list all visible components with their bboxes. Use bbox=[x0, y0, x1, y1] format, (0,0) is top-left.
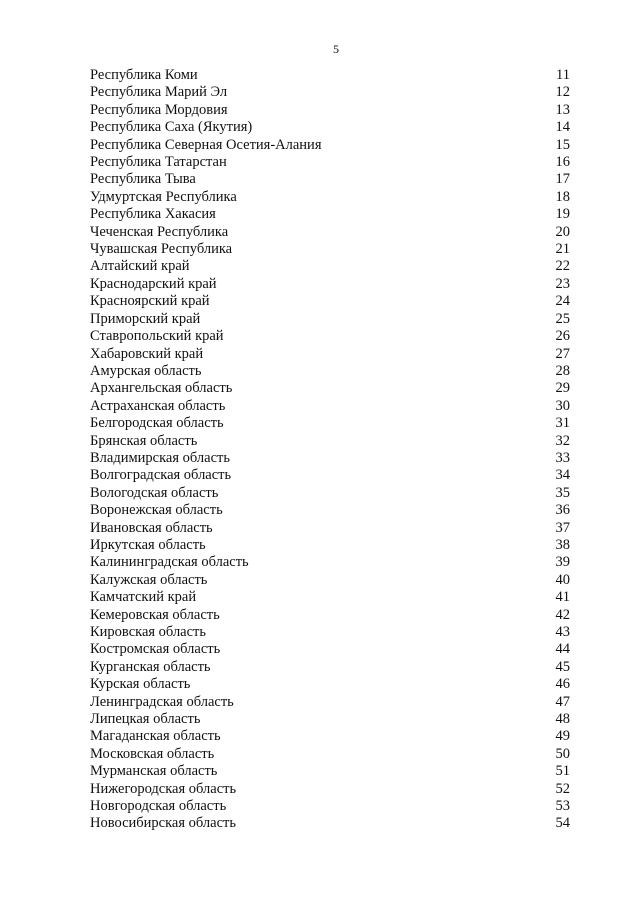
toc-entry-page: 54 bbox=[555, 815, 570, 832]
toc-entry bbox=[90, 328, 570, 345]
toc-entry bbox=[90, 380, 570, 397]
toc-entry-page: 24 bbox=[555, 293, 570, 310]
toc-entry-page: 11 bbox=[556, 67, 570, 83]
toc-entry bbox=[90, 589, 570, 606]
toc-entry bbox=[90, 276, 570, 293]
toc-entry bbox=[90, 224, 570, 241]
toc-entry bbox=[90, 763, 570, 780]
toc-entry-title: Чеченская Республика bbox=[90, 223, 229, 240]
toc-entry-title: Владимирская область bbox=[90, 449, 230, 466]
toc-entry bbox=[90, 676, 570, 693]
toc-entry-title: Республика Тыва bbox=[90, 171, 196, 188]
toc-entry bbox=[90, 746, 570, 763]
toc-entry bbox=[90, 554, 570, 571]
toc-entry-page: 33 bbox=[555, 449, 570, 466]
toc-entry-page: 30 bbox=[555, 397, 570, 414]
toc-entry bbox=[90, 241, 570, 258]
toc-entry-title: Липецкая область bbox=[90, 711, 201, 728]
toc-entry-title: Республика Марий Эл bbox=[90, 84, 228, 101]
toc-entry bbox=[90, 258, 570, 275]
toc-entry bbox=[90, 102, 570, 119]
toc-entry-page: 28 bbox=[555, 362, 570, 379]
toc-entry-page: 13 bbox=[555, 101, 570, 118]
toc-entry bbox=[90, 171, 570, 188]
toc-entry-page: 32 bbox=[555, 432, 570, 449]
toc-entry-title: Приморский край bbox=[90, 310, 201, 327]
toc-entry bbox=[90, 84, 570, 101]
toc-entry-page: 43 bbox=[555, 624, 570, 640]
toc-entry-title: Курганская область bbox=[90, 658, 211, 675]
toc-entry-title: Амурская область bbox=[90, 362, 202, 379]
toc-entry-title: Вологодская область bbox=[90, 484, 219, 501]
toc-entry-title: Хабаровский край bbox=[90, 345, 204, 362]
toc-entry-page: 34 bbox=[555, 467, 570, 484]
toc-entry-title: Астраханская область bbox=[90, 397, 226, 414]
toc-entry-page: 31 bbox=[555, 415, 570, 432]
toc-entry-title: Воронежская область bbox=[90, 502, 223, 519]
toc-entry-title: Республика Мордовия bbox=[90, 101, 228, 118]
toc-entry bbox=[90, 659, 570, 676]
toc-entry-page: 26 bbox=[555, 328, 570, 345]
toc-entry bbox=[90, 572, 570, 589]
toc-entry-title: Калининградская область bbox=[90, 554, 249, 571]
toc-entry-page: 15 bbox=[555, 136, 570, 153]
toc-entry bbox=[90, 502, 570, 519]
toc-entry-title: Кировская область bbox=[90, 624, 207, 640]
toc-entry-page: 17 bbox=[555, 171, 570, 188]
toc-entry-page: 45 bbox=[555, 658, 570, 675]
toc-entry-title: Новосибирская область bbox=[90, 815, 236, 832]
toc-entry-title: Московская область bbox=[90, 745, 215, 762]
toc-entry-page: 12 bbox=[555, 84, 570, 101]
toc-entry bbox=[90, 311, 570, 328]
toc-entry bbox=[90, 293, 570, 310]
toc-entry-page: 44 bbox=[555, 641, 570, 658]
toc-entry-page: 29 bbox=[555, 380, 570, 397]
toc-entry bbox=[90, 346, 570, 363]
toc-entry bbox=[90, 815, 570, 832]
toc-entry bbox=[90, 641, 570, 658]
toc-entry-page: 14 bbox=[555, 119, 570, 136]
toc-entry-page: 48 bbox=[555, 711, 570, 728]
toc-entry-page: 52 bbox=[555, 780, 570, 797]
toc-entry bbox=[90, 450, 570, 467]
toc-entry-title: Республика Татарстан bbox=[90, 154, 227, 171]
toc-entry-title: Брянская область bbox=[90, 432, 198, 449]
toc-entry-title: Архангельская область bbox=[90, 380, 233, 397]
toc-entry-page: 22 bbox=[555, 258, 570, 275]
toc-entry bbox=[90, 798, 570, 815]
toc-entry bbox=[90, 537, 570, 554]
toc-entry bbox=[90, 415, 570, 432]
toc-entry-page: 37 bbox=[555, 519, 570, 536]
toc-entry bbox=[90, 711, 570, 728]
toc-entry-title: Ленинградская область bbox=[90, 693, 234, 710]
toc-entry-page: 42 bbox=[555, 606, 570, 623]
toc-entry bbox=[90, 694, 570, 711]
toc-entry-page: 40 bbox=[555, 571, 570, 588]
toc-entry-title: Удмуртская Республика bbox=[90, 188, 237, 205]
toc-entry bbox=[90, 137, 570, 154]
toc-entry-page: 46 bbox=[555, 676, 570, 693]
toc-entry-title: Республика Северная Осетия-Алания bbox=[90, 136, 322, 153]
toc-entry-page: 27 bbox=[555, 345, 570, 362]
toc-entry bbox=[90, 67, 570, 84]
toc-entry bbox=[90, 363, 570, 380]
toc-entry-title: Курская область bbox=[90, 676, 191, 693]
toc-entry-page: 51 bbox=[555, 763, 570, 780]
toc-entry bbox=[90, 119, 570, 136]
toc-entry bbox=[90, 485, 570, 502]
toc-entry-title: Ставропольский край bbox=[90, 328, 224, 345]
toc-entry bbox=[90, 206, 570, 223]
toc-entry-title: Республика Коми bbox=[90, 67, 198, 83]
toc-entry-page: 19 bbox=[555, 206, 570, 223]
toc-entry bbox=[90, 433, 570, 450]
toc-entry-page: 21 bbox=[555, 241, 570, 258]
toc-entry bbox=[90, 781, 570, 798]
toc-entry-title: Нижегородская область bbox=[90, 780, 237, 797]
toc-entry bbox=[90, 607, 570, 624]
toc-entry-page: 20 bbox=[555, 223, 570, 240]
toc-entry-title: Волгоградская область bbox=[90, 467, 232, 484]
toc-entry bbox=[90, 154, 570, 171]
toc-entry bbox=[90, 467, 570, 484]
toc-entry-page: 50 bbox=[555, 745, 570, 762]
toc-entry-page: 36 bbox=[555, 502, 570, 519]
toc-entry-title: Алтайский край bbox=[90, 258, 190, 275]
toc-entry-page: 18 bbox=[555, 188, 570, 205]
toc-entry-page: 39 bbox=[555, 554, 570, 571]
toc-entry bbox=[90, 520, 570, 537]
toc-entry-page: 35 bbox=[555, 484, 570, 501]
toc-entry-page: 16 bbox=[555, 154, 570, 171]
toc-entry-title: Новгородская область bbox=[90, 798, 227, 815]
toc-entry-title: Камчатский край bbox=[90, 589, 197, 606]
toc-entry bbox=[90, 398, 570, 415]
toc-entry-page: 25 bbox=[555, 310, 570, 327]
toc-entry-title: Ивановская область bbox=[90, 519, 213, 536]
toc-entry-page: 47 bbox=[555, 693, 570, 710]
toc-entry-title: Костромская область bbox=[90, 641, 221, 658]
table-of-contents bbox=[90, 67, 570, 833]
toc-entry bbox=[90, 189, 570, 206]
toc-entry-title: Иркутская область bbox=[90, 536, 206, 553]
toc-entry-title: Республика Саха (Якутия) bbox=[90, 119, 253, 136]
toc-entry-title: Мурманская область bbox=[90, 763, 218, 780]
page-number: 5 bbox=[333, 42, 339, 56]
toc-entry-page: 53 bbox=[555, 798, 570, 815]
toc-entry-page: 41 bbox=[555, 589, 570, 606]
toc-entry bbox=[90, 728, 570, 745]
toc-entry-page: 38 bbox=[555, 536, 570, 553]
toc-entry-title: Краснодарский край bbox=[90, 275, 217, 292]
toc-entry-page: 49 bbox=[555, 728, 570, 745]
toc-entry-title: Чувашская Республика bbox=[90, 241, 233, 258]
toc-entry-title: Калужская область bbox=[90, 571, 208, 588]
toc-entry-title: Белгородская область bbox=[90, 415, 224, 432]
toc-entry bbox=[90, 624, 570, 641]
toc-entry-title: Кемеровская область bbox=[90, 606, 220, 623]
toc-entry-title: Красноярский край bbox=[90, 293, 210, 310]
toc-entry-page: 23 bbox=[555, 275, 570, 292]
toc-entry-title: Республика Хакасия bbox=[90, 206, 216, 223]
toc-entry-title: Магаданская область bbox=[90, 728, 221, 745]
